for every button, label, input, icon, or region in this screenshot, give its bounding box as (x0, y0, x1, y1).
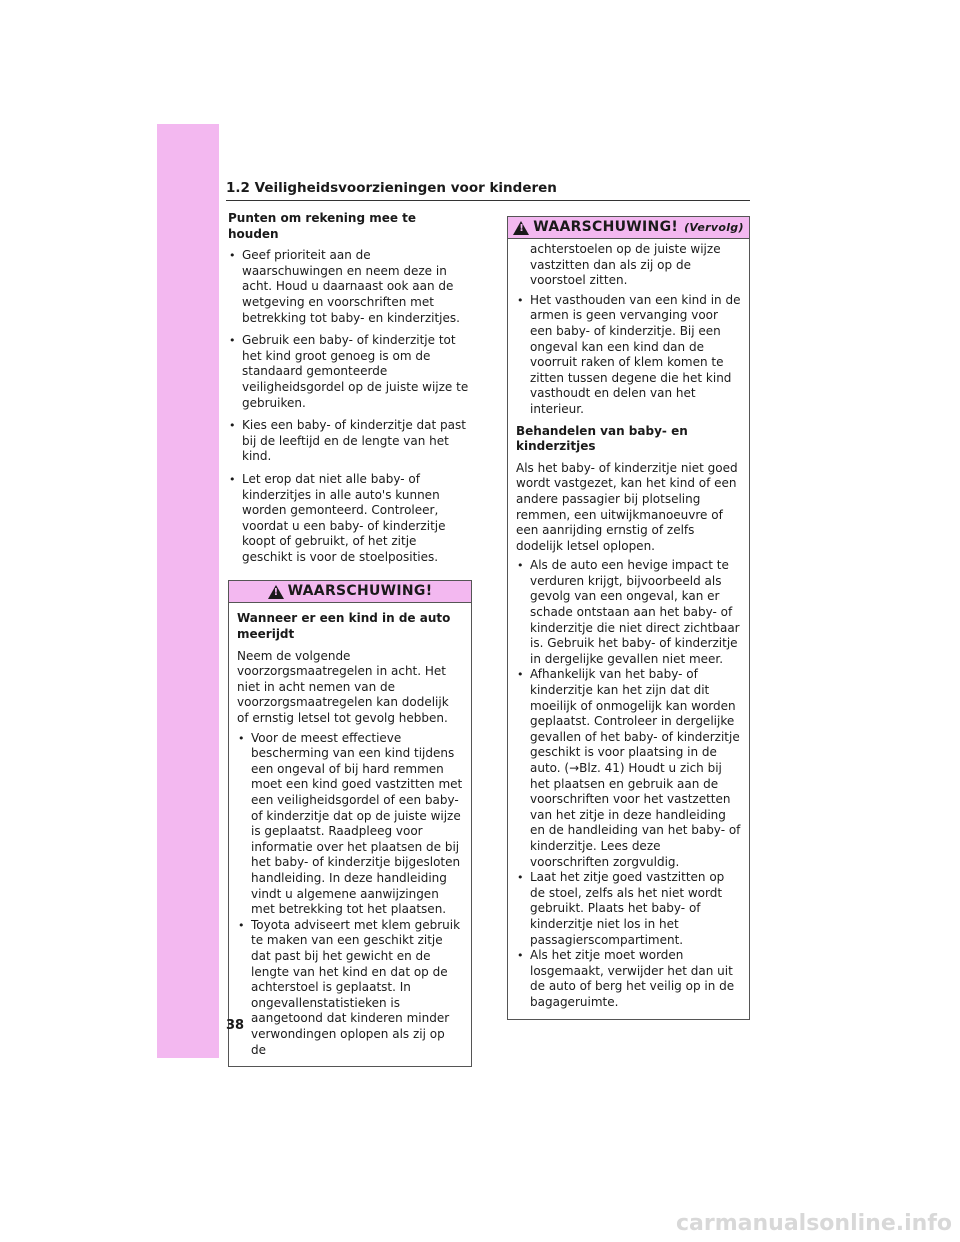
list-item: • Afhankelijk van het baby- of kinderzitje kan het zijn dat dit moeilijk of onmogelijk kan worden geplaatst. Controleer in dergelijke gevallen of het baby- of kinderzitje geschikt is voor plaatsing in de auto. (→Blz. 41) Houdt u zich bij het plaatsen en gebruik aan de voorschriften voor het vastzetten van het zitje in deze handleiding en de handleiding van het baby- of kinderzitje. Lees deze voorschriften zorgvuldig. (516, 667, 741, 870)
warning-subheading: Wanneer er een kind in de auto meerijdt (237, 611, 451, 642)
considerations-list (228, 248, 470, 565)
list-item: • Gebruik een baby- of kinderzitje tot het kind groot genoeg is om de standaard gemonteerde veiligheidsgordel op de juiste wijze te gebruiken. (228, 333, 470, 411)
warning-header (508, 217, 749, 239)
warning-triangle-icon (513, 221, 529, 235)
left-column (228, 211, 470, 1067)
warning-list (516, 293, 741, 418)
list-item: • Als het zitje moet worden losgemaakt, verwijder het dan uit de auto of berg het veilig op in de bagageruimte. (516, 948, 741, 1010)
page-number: 38 (226, 1018, 245, 1033)
section-header: 1.2 Veiligheidsvoorzieningen voor kinderen (226, 180, 750, 201)
considerations-heading: Punten om rekening mee te houden (228, 211, 417, 241)
warning-triangle-icon (268, 585, 284, 599)
continued-text: achterstoelen op de juiste wijze vastzitten dan als zij op de voorstoel zitten. (530, 242, 721, 288)
handling-list (516, 558, 741, 1010)
right-column (507, 216, 750, 1020)
list-item: • Laat het zitje goed vastzitten op de stoel, zelfs als het niet wordt gebruikt. Plaats het baby- of kinderzitje niet los in het passagierscompartiment. (516, 870, 741, 948)
warning-header (229, 581, 471, 603)
warning-box-continued (507, 216, 750, 1020)
warning-body (508, 239, 749, 1019)
list-item: • Als de auto een hevige impact te verduren krijgt, bijvoorbeeld als gevolg van een ongeval, kan er schade ontstaan aan het baby- of kinderzitje die niet direct zichtbaar is. Gebruik het baby- of kinderzitje in dergelijke gevallen niet meer. (516, 558, 741, 667)
list-item: • Toyota adviseert met klem gebruik te maken van een geschikt zitje dat past bij het gewicht en de lengte van het kind en dat op de achterstoel is geplaatst. In ongevallenstatistieken is aangetoond dat kinderen minder verwondingen oplopen als zij op de (237, 918, 463, 1058)
warning-list (237, 731, 463, 1058)
warning-body (229, 603, 471, 1066)
watermark: carmanualsonline.info (676, 1211, 952, 1236)
warning-box (228, 580, 472, 1067)
handling-heading: Behandelen van baby- en kinderzitjes (516, 423, 688, 454)
list-item: • Voor de meest effectieve bescherming van een kind tijdens een ongeval of bij hard remmen moet een kind goed vastzitten met een veiligheidsgordel of een baby- of kinderzitje dat op de juiste wijze is geplaatst. Raadpleeg voor informatie over het plaatsen de bij het baby- of kinderzitje bijgesloten handleiding. In deze handleiding vindt u algemene aanwijzingen met betrekking tot het plaatsen. (237, 731, 463, 918)
list-item: • Het vasthouden van een kind in de armen is geen vervanging voor een baby- of kinderzitje. Bij een ongeval kan een kind dan de voorruit raken of klem komen te zitten tussen degene die het kind vasthoudt en delen van het interieur. (516, 293, 741, 418)
warning-title: WAARSCHUWING! (533, 218, 679, 235)
handling-intro: Als het baby- of kinderzitje niet goed wordt vastgezet, kan het kind of een andere passagier bij plotseling remmen, een uitwijkmanoeuvre of een aanrijding ernstig of zelfs dodelijk letsel oplopen. (516, 460, 738, 553)
list-item: • Let erop dat niet alle baby- of kinderzitjes in alle auto's kunnen worden gemonteerd. Controleer, voordat u een baby- of kinderzitje koopt of gebruikt, of het zitje geschikt is voor de stoelposities. (228, 472, 470, 566)
continued-label: (Vervolg) (684, 220, 744, 234)
chapter-side-tab (157, 124, 219, 1058)
list-item: • Kies een baby- of kinderzitje dat past bij de leeftijd en de lengte van het kind. (228, 418, 470, 465)
list-item: • Geef prioriteit aan de waarschuwingen en neem deze in acht. Houd u daarnaast ook aan de wetgeving en voorschriften met betrekking tot baby- en kinderzitjes. (228, 248, 470, 326)
warning-intro: Neem de volgende voorzorgsmaatregelen in acht. Het niet in acht nemen van de voorzorgsmaatregelen kan dodelijk of ernstig letsel tot gevolg hebben. (237, 648, 449, 726)
warning-title: WAARSCHUWING! (287, 583, 433, 600)
